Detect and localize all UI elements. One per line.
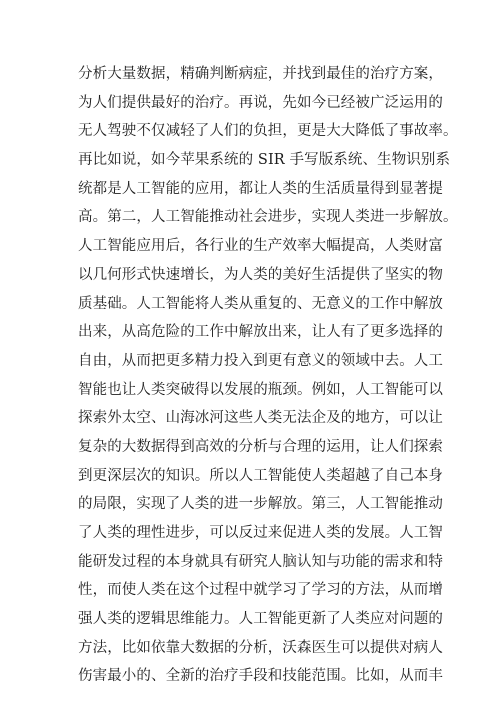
text-line: 强人类的逻辑思维能力。人工智能更新了人类应对问题的 bbox=[78, 611, 443, 628]
text-line: 性，而使人类在这个过程中就学习了学习的方法，从而增 bbox=[78, 582, 443, 599]
text-line: 的局限，实现了人类的进一步解放。第三，人工智能推动 bbox=[78, 496, 443, 513]
text-line: 无人驾驶不仅减轻了人们的负担，更是大大降低了事故率。 bbox=[78, 123, 458, 140]
text-line: 能研发过程的本身就具有研究人脑认知与功能的需求和特 bbox=[78, 553, 443, 570]
text-line: 出来，从高危险的工作中解放出来，让人有了更多选择的 bbox=[78, 324, 443, 341]
text-line: 再比如说，如今苹果系统的 SIR 手写版系统、生物识别系 bbox=[78, 152, 451, 169]
text-line: 智能也让人类突破得以发展的瓶颈。例如，人工智能可以 bbox=[78, 381, 443, 398]
text-line: 复杂的大数据得到高效的分析与合理的运用，让人们探索 bbox=[78, 438, 443, 455]
text-line: 以几何形式快速增长，为人类的美好生活提供了坚实的物 bbox=[78, 266, 443, 283]
text-line: 为人们提供最好的治疗。再说，先如今已经被广泛运用的 bbox=[78, 94, 443, 111]
text-line: 统都是人工智能的应用，都让人类的生活质量得到显著提 bbox=[78, 180, 443, 197]
text-line: 到更深层次的知识。所以人工智能使人类超越了自己本身 bbox=[78, 467, 443, 484]
text-line: 高。第二，人工智能推动社会进步，实现人类进一步解放。 bbox=[78, 209, 458, 226]
text-line: 自由，从而把更多精力投入到更有意义的领域中去。人工 bbox=[78, 352, 443, 369]
text-line: 方法，比如依靠大数据的分析，沃森医生可以提供对病人 bbox=[78, 639, 443, 656]
text-line: 质基础。人工智能将人类从重复的、无意义的工作中解放 bbox=[78, 295, 443, 312]
text-line: 伤害最小的、全新的治疗手段和技能范围。比如，从而丰 bbox=[78, 668, 443, 685]
text-line: 探索外太空、山海冰河这些人类无法企及的地方，可以让 bbox=[78, 410, 443, 427]
text-line: 分析大量数据，精确判断病症，并找到最佳的治疗方案， bbox=[78, 66, 443, 82]
body-text bbox=[78, 60, 458, 691]
text-line: 人工智能应用后，各行业的生产效率大幅提高，人类财富 bbox=[78, 238, 443, 255]
text-line: 了人类的理性进步，可以反过来促进人类的发展。人工智 bbox=[78, 525, 443, 541]
